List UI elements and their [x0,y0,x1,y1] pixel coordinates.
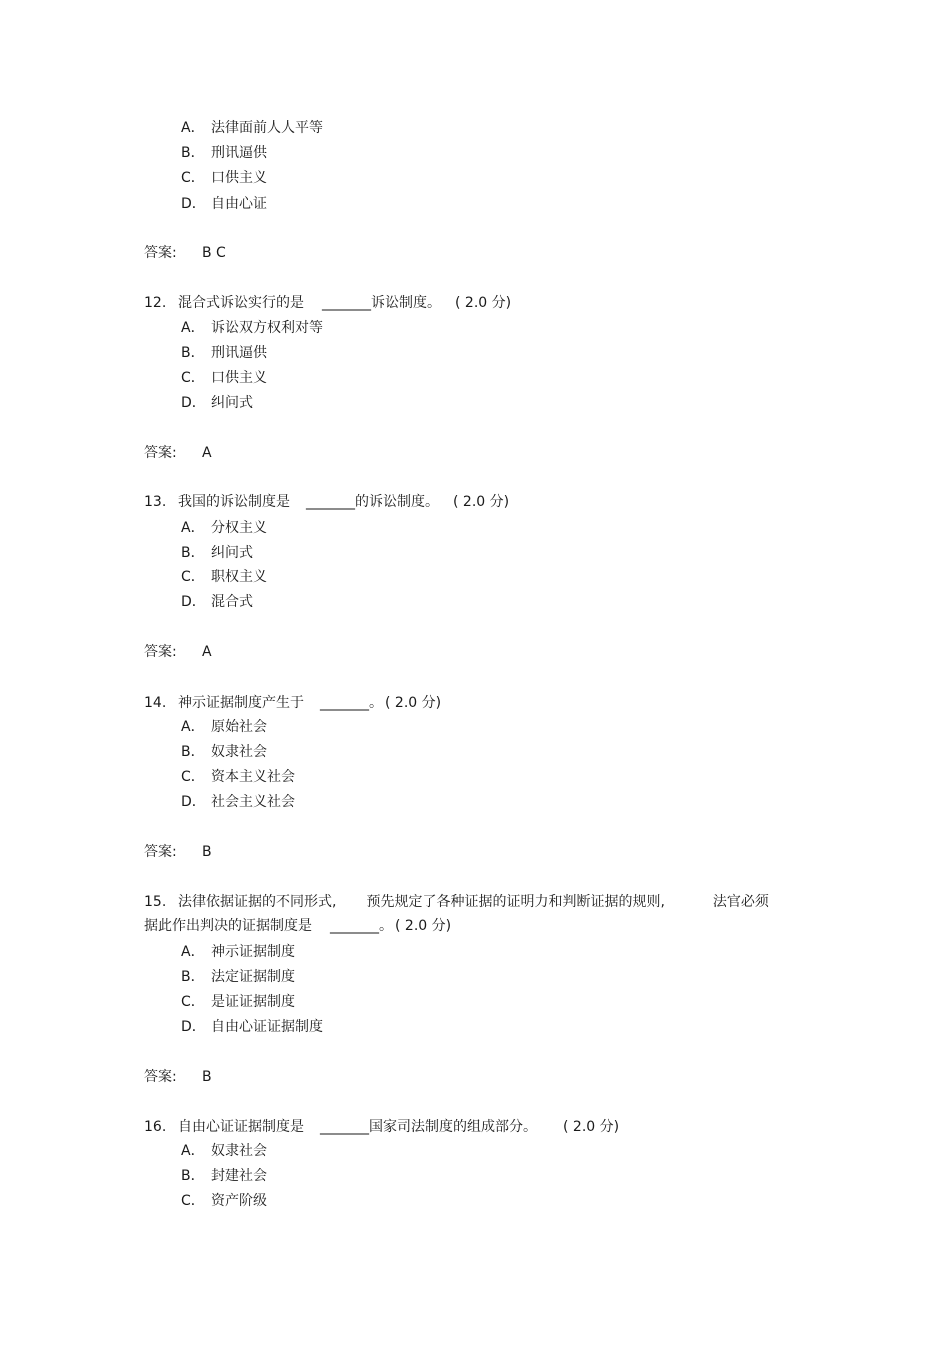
option-item [181,717,267,737]
question-number: 16. [144,1119,167,1135]
option-letter: C． [181,569,205,585]
option-item [181,767,295,787]
question-stem: 我国的诉讼制度是 [178,494,290,510]
option-letter: A． [181,320,205,336]
option-item [181,1141,267,1161]
question-number: 15. [144,894,167,910]
question-14 [144,693,441,713]
option-text: 纠问式 [211,545,253,561]
option-letter: C． [181,170,205,186]
answer-value: B [202,1069,212,1085]
option-text: 社会主义社会 [211,794,295,810]
option-letter: B． [181,345,205,361]
option-letter: D． [181,594,206,610]
option-text: 口供主义 [211,370,267,386]
option-text: 法律面前人人平等 [211,120,323,136]
option-letter: A． [181,719,205,735]
option-text: 刑讯逼供 [211,345,267,361]
answer-label: 答案: [144,844,177,860]
question-blank: _______ [320,1119,369,1135]
option-text: 神示证据制度 [211,944,295,960]
option-text: 分权主义 [211,520,267,536]
option-item [181,1017,323,1037]
answer-value: A [202,644,212,660]
option-text: 诉讼双方权利对等 [211,320,323,336]
question-stem: 混合式诉讼实行的是 [178,295,304,311]
question-number: 13. [144,494,167,510]
question-stem-part-2: 预先规定了各种证据的证明力和判断证据的规则, [366,894,665,910]
option-text: 法定证据制度 [211,969,295,985]
option-item [181,343,267,363]
option-item [181,942,295,962]
question-score: ( 2.0 分) [563,1119,620,1135]
option-text: 纠问式 [211,395,253,411]
question-blank: _______ [320,695,369,711]
question-stem-end: 国家司法制度的组成部分。 [369,1119,537,1135]
answer-line [144,1067,212,1087]
option-item [181,143,267,163]
option-text: 混合式 [211,594,253,610]
answer-label: 答案: [144,245,177,261]
answer-line [144,642,212,662]
option-text: 是证证据制度 [211,994,295,1010]
question-stem-part-1: 法律依据证据的不同形式, [178,894,337,910]
option-letter: B． [181,145,205,161]
option-item [181,393,253,413]
option-text: 奴隶社会 [211,744,267,760]
question-score: ( 2.0 分) [385,695,442,711]
question-15-line-2 [144,916,451,936]
question-score: ( 2.0 分) [453,494,510,510]
option-item [181,742,267,762]
option-letter: C． [181,994,205,1010]
question-blank: _______ [322,295,371,311]
question-score: ( 2.0 分) [455,295,512,311]
option-letter: A． [181,1143,205,1159]
question-stem-end: 的诉讼制度。 [355,494,439,510]
option-item [181,1166,267,1186]
question-15 [144,892,769,912]
option-text: 口供主义 [211,170,267,186]
answer-value: A [202,445,212,461]
option-item [181,1191,267,1211]
question-number: 12. [144,295,167,311]
option-text: 资产阶级 [211,1193,267,1209]
question-stem: 神示证据制度产生于 [178,695,304,711]
question-12 [144,293,511,313]
option-letter: B． [181,545,205,561]
answer-value: B C [202,245,226,261]
option-item [181,168,267,188]
option-text: 奴隶社会 [211,1143,267,1159]
question-blank: _______ [306,494,355,510]
option-letter: D． [181,395,206,411]
option-text: 原始社会 [211,719,267,735]
answer-label: 答案: [144,445,177,461]
option-item [181,967,295,987]
answer-value: B [202,844,212,860]
option-text: 自由心证 [211,196,267,212]
option-text: 职权主义 [211,569,267,585]
option-item [181,543,253,563]
question-stem-part-3: 法官必须 [712,894,769,910]
answer-line [144,443,212,463]
question-stem-part-4: 据此作出判决的证据制度是 [144,918,312,934]
option-letter: B． [181,744,205,760]
question-stem-end: 诉讼制度。 [371,295,441,311]
option-item [181,194,267,214]
option-item [181,792,295,812]
answer-label: 答案: [144,1069,177,1085]
option-item [181,518,267,538]
option-letter: C． [181,370,205,386]
option-text: 资本主义社会 [211,769,295,785]
option-item [181,592,253,612]
option-text: 封建社会 [211,1168,267,1184]
question-score: ( 2.0 分) [395,918,452,934]
question-stem: 自由心证证据制度是 [178,1119,304,1135]
option-letter: B． [181,969,205,985]
question-16 [144,1117,619,1137]
answer-label: 答案: [144,644,177,660]
option-letter: A． [181,944,205,960]
question-number: 14. [144,695,167,711]
option-letter: A． [181,120,205,136]
question-13 [144,492,509,512]
option-item [181,368,267,388]
question-blank: _______ [330,918,379,934]
option-letter: A． [181,520,205,536]
option-letter: D． [181,1019,206,1035]
question-stem-end: 。 [379,918,393,934]
option-item [181,318,323,338]
option-letter: C． [181,1193,205,1209]
option-item [181,118,323,138]
option-letter: B． [181,1168,205,1184]
option-item [181,567,267,587]
answer-line [144,842,212,862]
answer-line [144,243,226,263]
option-text: 刑讯逼供 [211,145,267,161]
option-text: 自由心证证据制度 [211,1019,323,1035]
question-stem-end: 。 [369,695,383,711]
option-item [181,992,295,1012]
option-letter: C． [181,769,205,785]
option-letter: D． [181,196,206,212]
option-letter: D． [181,794,206,810]
